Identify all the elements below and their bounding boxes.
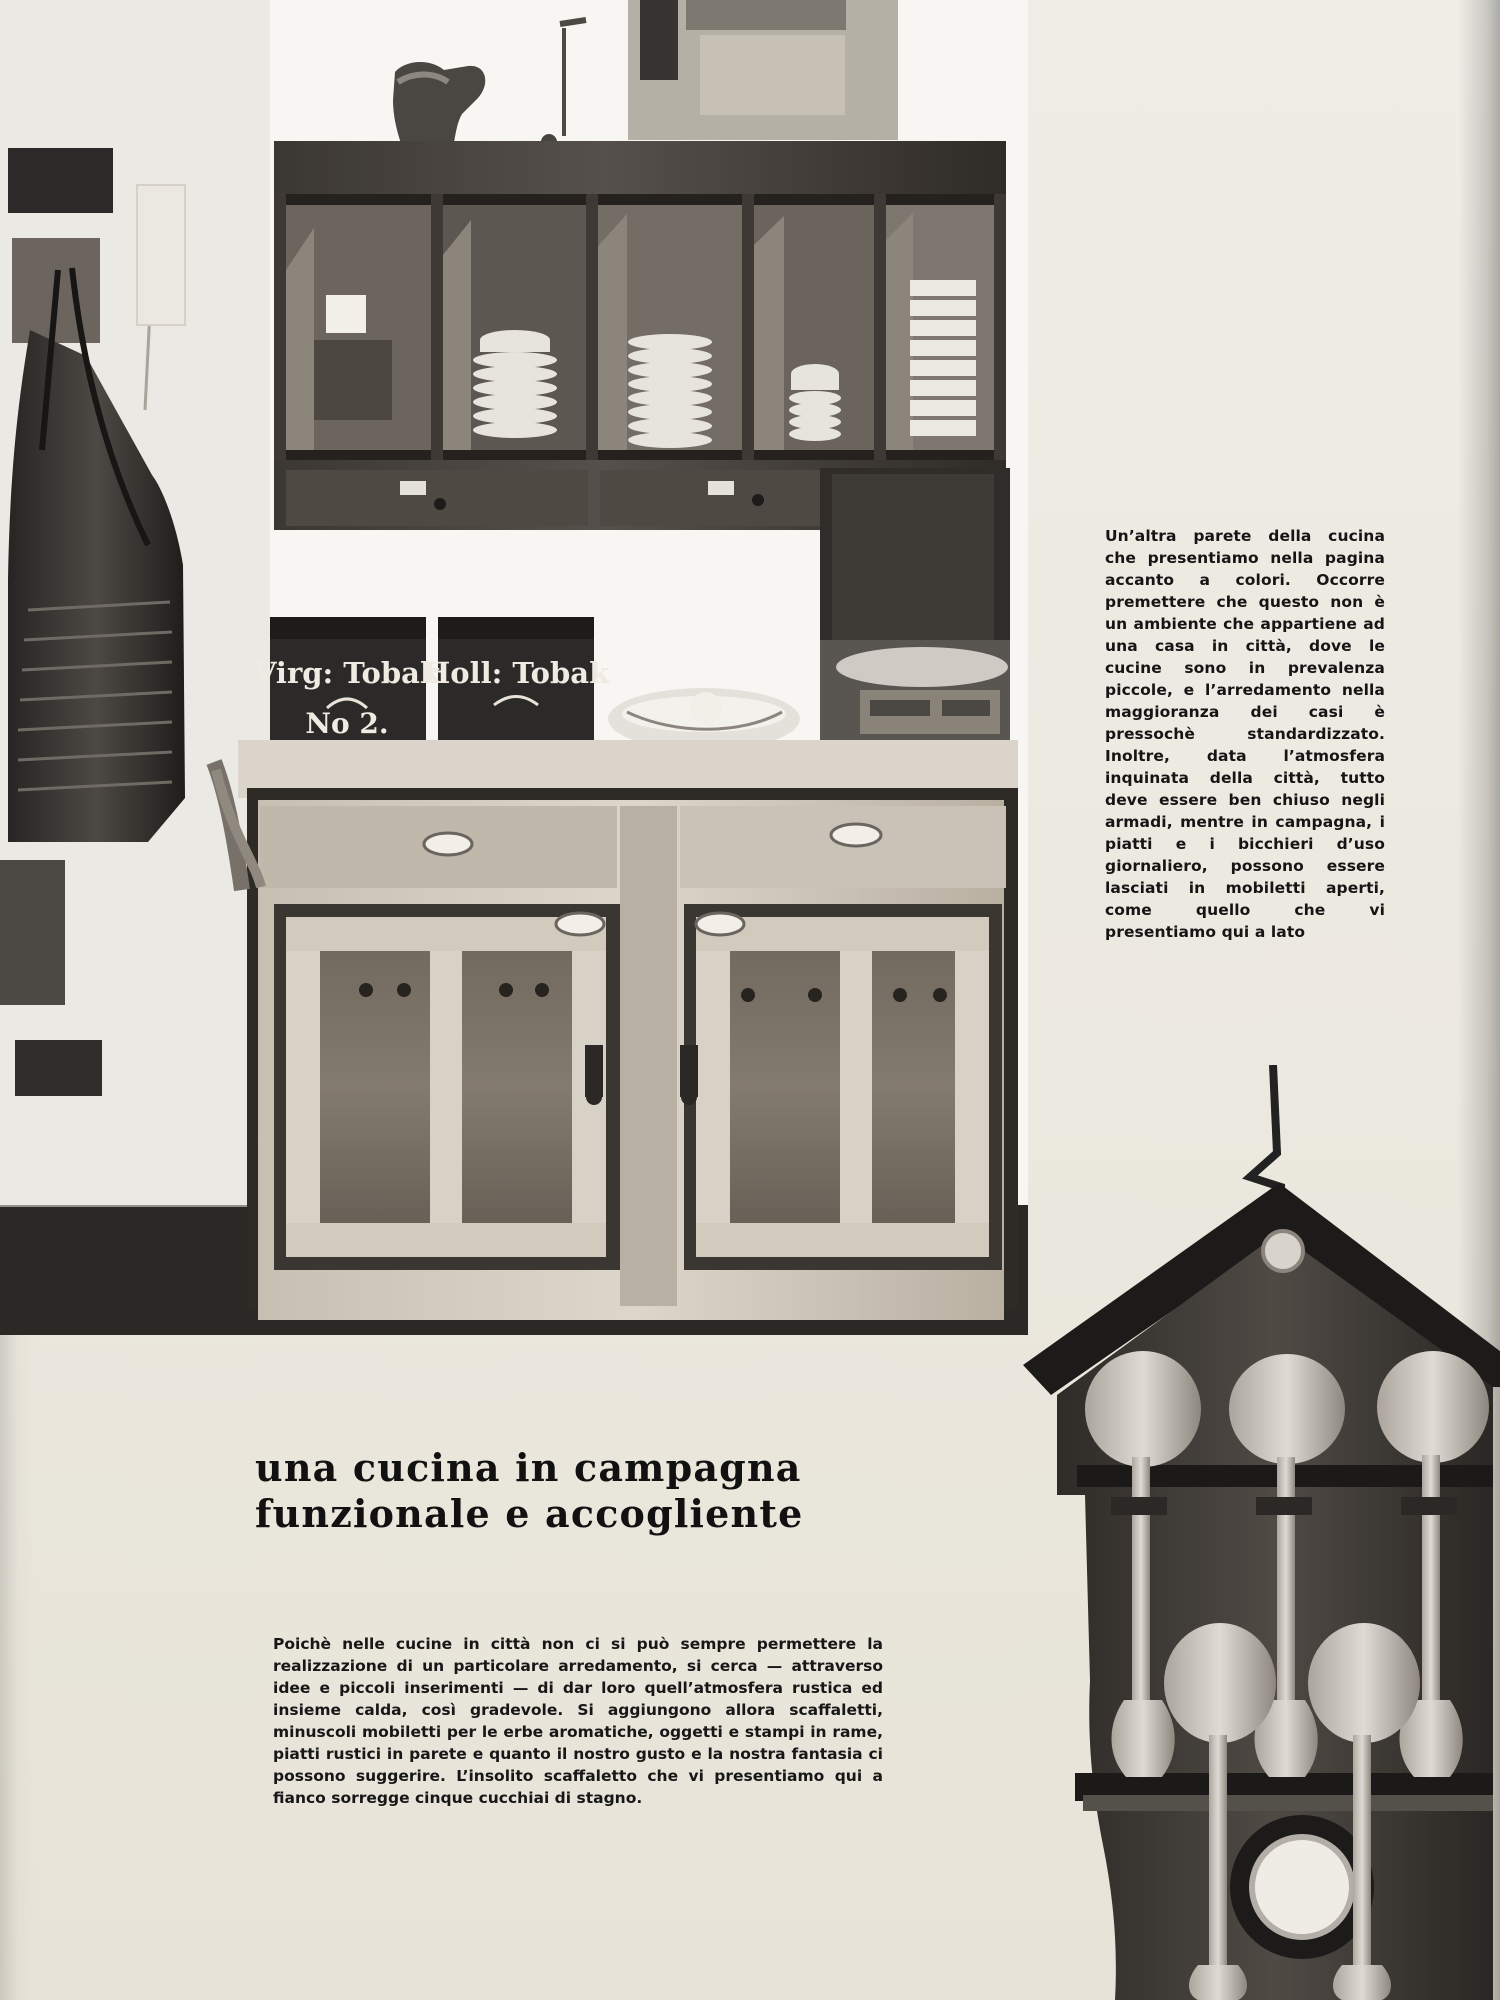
tin-left-label-line2: No 2.: [305, 707, 389, 740]
tin-right-label-line1: Holl: Tobak: [422, 656, 610, 690]
kitchen-photo-svg: [0, 0, 1028, 1335]
headline-line-1: una cucina in campagna: [255, 1445, 802, 1490]
side-caption: Un’altra parete della cucina che presentiamo nella pagina accanto a colori. Occorre premettere che questo non è un ambiente che appartiene ad una casa in città, dove le cucine sono in prevalenza piccole, e l’arredamento nella maggioranza dei casi è pressochè standardizzato. Inoltre, data l’atmosfera inquinata della città, tutto deve essere ben chiuso negli armadi, mentre in campagna, i piatti e i bicchieri d’uso giornaliero, possono essere lasciati in mobiletti aperti, come quello che vi presentiamo qui a lato: [1105, 527, 1385, 941]
body-paragraph: Poichè nelle cucine in città non ci si può sempre permettere la realizzazione di un particolare arredamento, si cerca — attraverso idee e piccoli inserimenti — di dar loro quell’atmosfera rustica ed insieme calda, così gradevole. Si aggiungono allora scaffaletti, minuscoli mobiletti per le erbe aromatiche, oggetti e stampi in rame, piatti rustici in parete e quanto il nostro gusto e la nostra fantasia ci possono suggerire. L’insolito scaffaletto che vi presentiamo qui a fianco sorregge cinque cucchiai di stagno.: [273, 1635, 883, 1807]
spoon-rack-photo-svg: [1015, 1065, 1500, 2000]
headline: [255, 1445, 955, 1537]
spoon-rack-photo: [1015, 1065, 1500, 2000]
tin-left-label-line1: Virg: Tobak: [253, 656, 441, 690]
kitchen-photo: [0, 0, 1028, 1335]
headline-line-2: funzionale e accogliente: [255, 1491, 804, 1536]
